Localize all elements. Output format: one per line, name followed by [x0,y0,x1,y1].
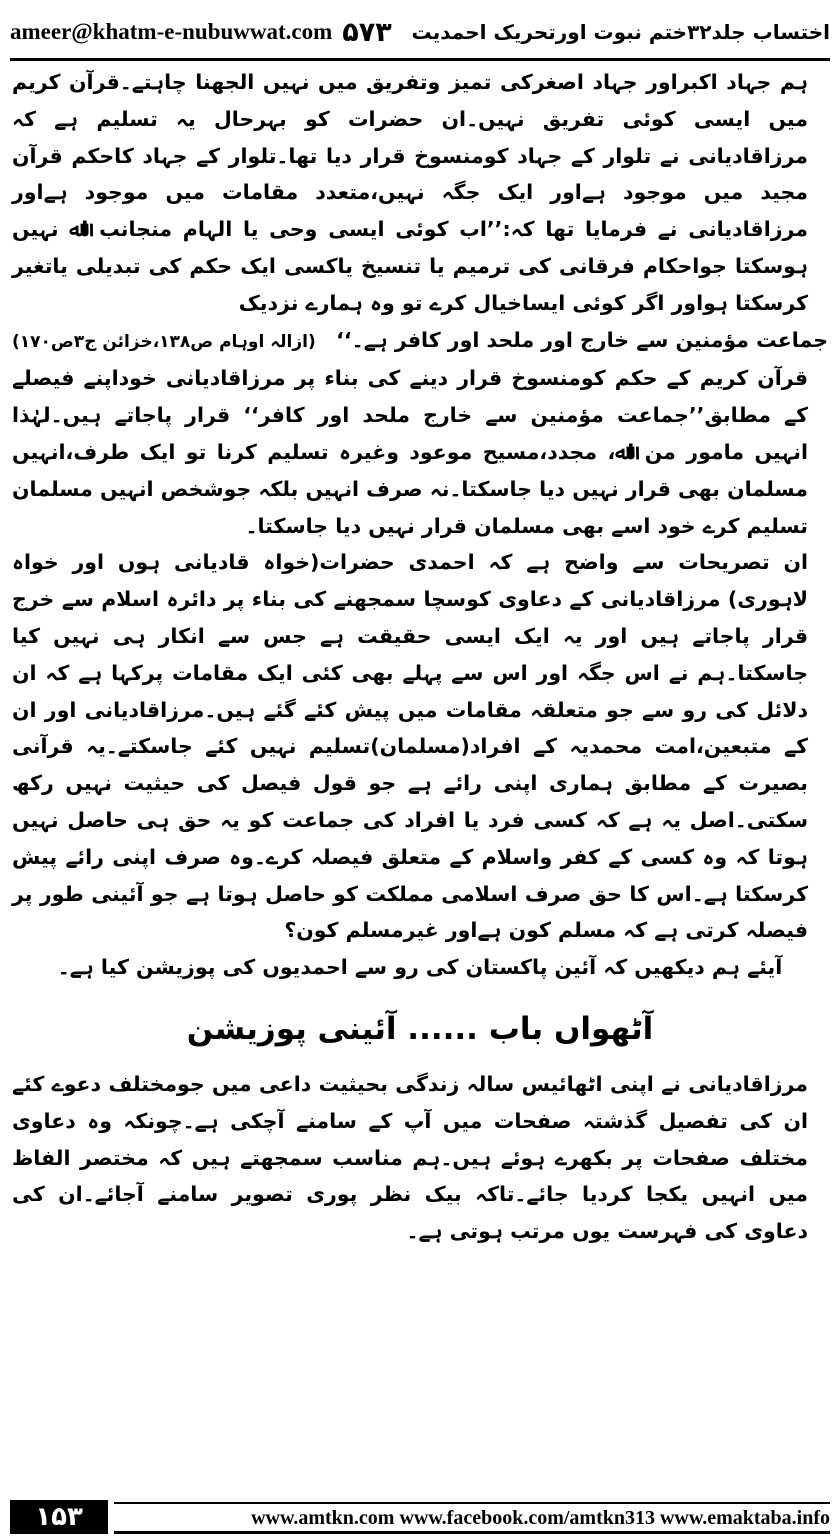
page-footer [10,1498,830,1534]
paragraph-3: ان تصریحات سے واضح ہے کہ احمدی حضرات(خواہ قادیانی ہوں اور خواہ لاہوری) مرزاقادیانی کے دعاوی کوسچا سمجھنے کی بناء پر دائرہ اسلام سے خرج قرار پاجاتے ہیں اور یہ ایک ایسی حقیقت ہے جس سے انکار ہی نہیں کیا جاسکتا۔ہم نے اس جگہ اور اس سے پہلے بھی کئی ایک مقامات پرکہا ہے کہ ان دلائل کی رو سے جو متعلقہ مقامات میں پیش کئے گئے ہیں۔مرزاقادیانی اور ان کے متبعین،امت محمدیہ کے افراد(مسلمان)تسلیم نہیں کئے جاسکتے۔یہ قرآنی بصیرت کے مطابق ہماری اپنی رائے ہے جو قول فیصل کی حیثیت نہیں رکھ سکتی۔اصل یہ ہے کہ کسی فرد یا افراد کی جماعت کو یہ حق ہی حاصل نہیں ہوتا کہ وہ کسی کے کفر واسلام کے متعلق فیصلہ کرے۔وہ صرف اپنی رائے پیش کرسکتا ہے۔اس کا حق صرف اسلامی مملکت کو حاصل ہوتا ہے جو آئینی طور پر فیصلہ کرتی ہے کہ مسلم کون ہےاور غیرمسلم کون؟ [12,550,808,943]
header-book-title: اختساب جلد۳۲ختم نبوت اورتحریک احمدیت [411,20,830,44]
header-left [10,17,392,48]
header-email[interactable]: ameer@khatm-e-nubuwwat.com [10,19,333,44]
header-rule [10,58,830,61]
page-body [12,64,828,1250]
quote-end: جماعت مؤمنین سے خارج اور ملحد اور کافر ہے۔‘‘ [336,327,828,352]
header-page-number: ۵۷۳ [342,16,392,48]
paragraph-4: مرزاقادیانی نے اپنی اٹھائیس سالہ زندگی بحیثیت داعی میں جومختلف دعوے کئے ان کی تفصیل گذشتہ صفحات میں آپ کے سامنے آچکی ہے۔چونکہ وہ دعاوی مختلف صفحات پر بکھرے ہوئے ہیں۔ہم مناسب سمجھتے ہیں کہ مختصر الفاظ میں انہیں یکجا کردیا جائے۔تاکہ بیک نظر پوری تصویر سامنے آجائے۔ان کی دعاوی کی فہرست یوں مرتب ہوتی ہے۔ [12,1071,808,1244]
footer-links-block [108,1502,830,1534]
footer-urls[interactable]: www.amtkn.com www.facebook.com/amtkn313 www.emaktaba.info [251,1507,830,1529]
reference: (ازالہ اوہام ص۱۳۸،خزائن ج۳ص۱۷۰) [12,331,316,352]
footer-rule-top [114,1502,830,1504]
footer-page-number: ۱۵۳ [10,1500,108,1534]
paragraph-1: ہم جہاد اکبراور جہاد اصغرکی تمیز وتفریق میں نہیں الجھنا چاہتے۔قرآن کریم میں ایسی کوئی تفریق نہیں۔ان حضرات کو بہرحال یہ تسلیم ہے کہ مرزاقادیانی نے تلوار کے جہاد کومنسوخ قرار دیا تھا۔تلوار کے جہاد کاحکم قرآن مجید میں موجود ہےاور ایک جگہ نہیں،متعدد مقامات میں موجود ہےاور مرزاقادیانی نے فرمایا تھا کہ:’’اب کوئی ایسی وحی یا الہام منجانب اﷲ نہیں ہوسکتا جواحکام فرقانی کی ترمیم یا تنسیخ یاکسی ایک حکم کی تبدیلی یاتغیر کرسکتا ہواور اگر کوئی ایساخیال کرے تو وہ ہمارے نزدیک [12,70,808,315]
center-line: آیئے ہم دیکھیں کہ آئین پاکستان کی رو سے احمدیوں کی پوزیشن کیا ہے۔ [57,955,783,980]
quote-end-line [12,322,828,361]
chapter-title: آٹھواں باب ...... آئینی پوزیشن [186,1010,654,1047]
footer-rule-bottom [114,1531,830,1534]
page-header [10,8,830,56]
paragraph-2: قرآن کریم کے حکم کومنسوخ قرار دینے کی بناء پر مرزاقادیانی خوداپنے فیصلے کے مطابق’’جماعت مؤمنین سے خارج ملحد اور کافر‘‘ قرار پاجاتے ہیں۔لہٰذا انہیں مامور من اﷲ، مجدد،مسیح موعود وغیرہ تسلیم کرنا تو ایک طرف،انہیں مسلمان بھی قرار نہیں دیا جاسکتا۔نہ صرف انہیں بلکہ جوشخص انہیں مسلمان تسلیم کرے خود اسے بھی مسلمان قرار نہیں دیا جاسکتا۔ [12,366,808,538]
